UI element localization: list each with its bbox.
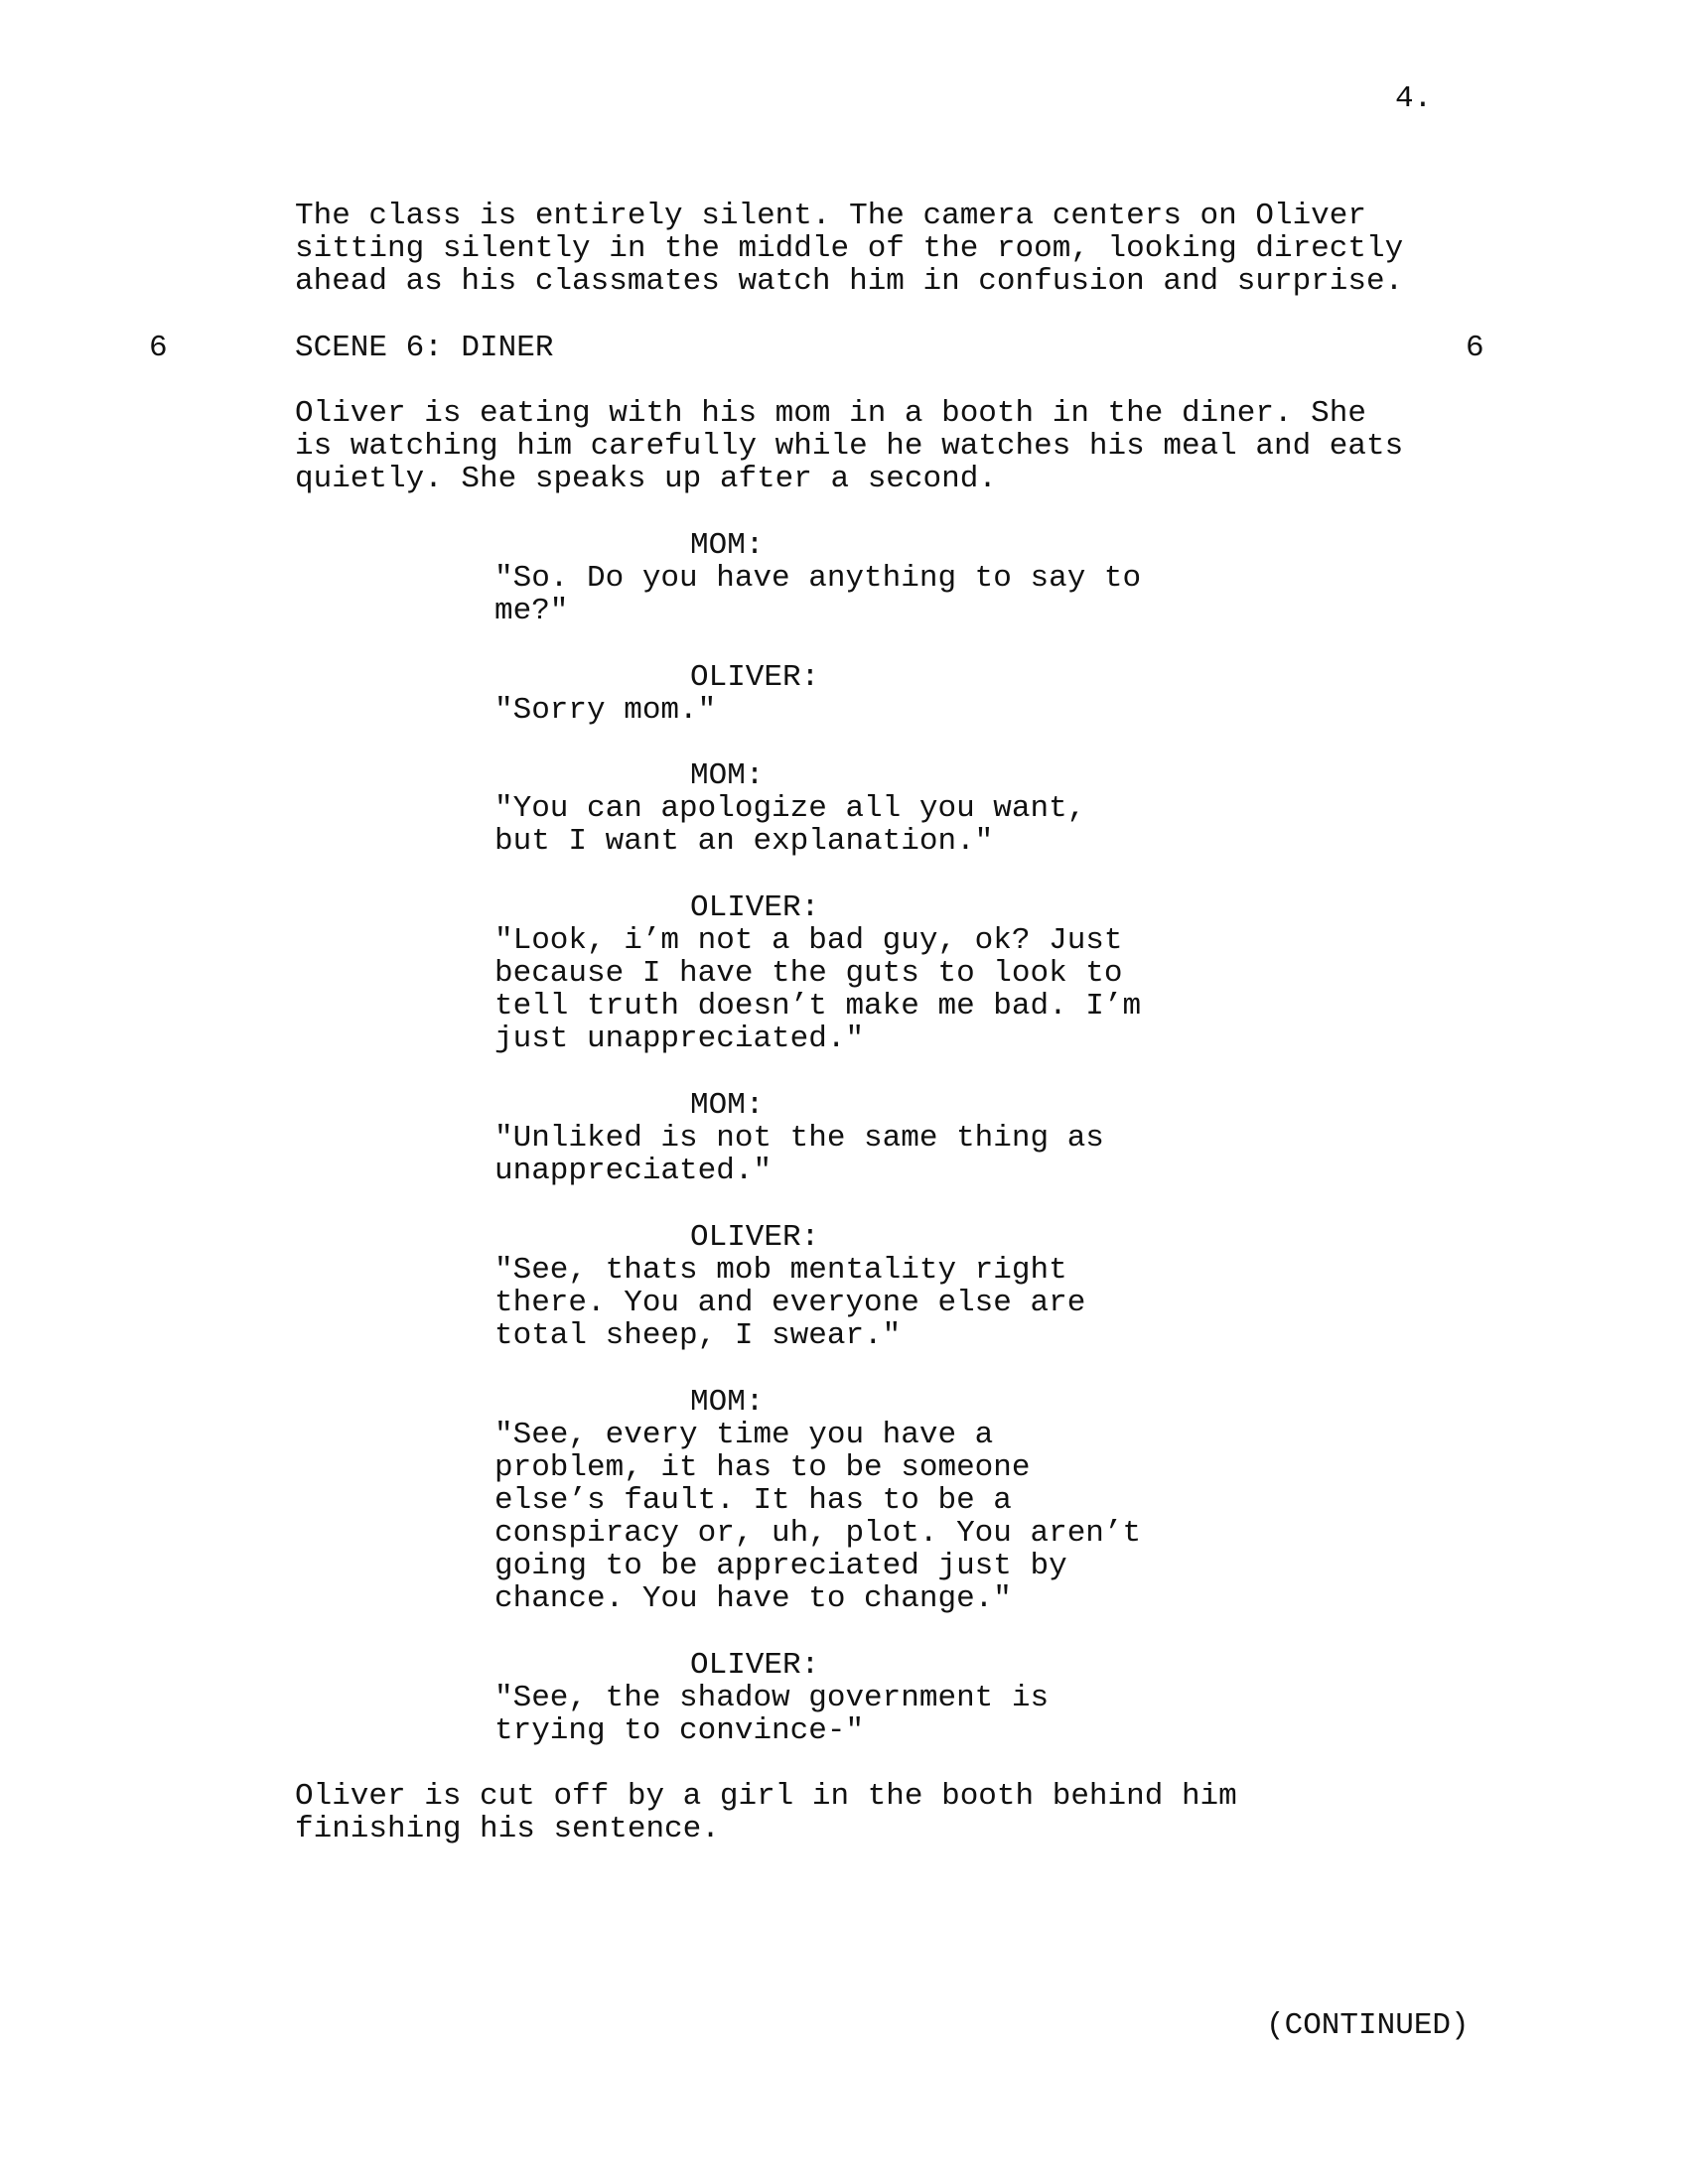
character-name: OLIVER: (690, 1220, 820, 1255)
scene-heading: SCENE 6: DINER (295, 331, 554, 365)
character-name: OLIVER: (690, 1648, 820, 1683)
dialogue-line: conspiracy or, uh, plot. You aren’t (494, 1516, 1142, 1551)
dialogue-line: chance. You have to change." (494, 1581, 1012, 1616)
page-number: 4. (1395, 81, 1433, 116)
dialogue-line: "See, every time you have a (494, 1418, 994, 1452)
character-name: MOM: (690, 528, 765, 563)
dialogue-line: "Look, i’m not a bad guy, ok? Just (494, 923, 1123, 958)
dialogue-line: me?" (494, 594, 569, 628)
dialogue-line: going to be appreciated just by (494, 1549, 1067, 1583)
dialogue-line: unappreciated." (494, 1154, 773, 1188)
dialogue-line: but I want an explanation." (494, 824, 994, 859)
action-line: Oliver is cut off by a girl in the booth behind him (295, 1779, 1237, 1814)
dialogue-line: "See, the shadow government is (494, 1681, 1050, 1715)
character-name: MOM: (690, 1088, 765, 1123)
action-line: is watching him carefully while he watches his meal and eats (295, 429, 1404, 464)
action-line: The class is entirely silent. The camera centers on Oliver (295, 199, 1366, 233)
action-line: quietly. She speaks up after a second. (295, 462, 997, 496)
dialogue-line: "Sorry mom." (494, 693, 717, 728)
dialogue-line: problem, it has to be someone (494, 1450, 1031, 1485)
action-line: sitting silently in the middle of the room, looking directly (295, 231, 1404, 266)
character-name: MOM: (690, 1385, 765, 1420)
scene-number-right: 6 (1466, 331, 1484, 365)
dialogue-line: total sheep, I swear." (494, 1318, 902, 1353)
dialogue-line: because I have the guts to look to (494, 956, 1123, 991)
dialogue-line: "So. Do you have anything to say to (494, 561, 1142, 596)
character-name: MOM: (690, 758, 765, 793)
action-line: ahead as his classmates watch him in confusion and surprise. (295, 264, 1404, 299)
dialogue-line: "See, thats mob mentality right (494, 1253, 1067, 1288)
continued-label: (CONTINUED) (1266, 2008, 1470, 2043)
action-line: Oliver is eating with his mom in a booth in the diner. She (295, 396, 1366, 431)
dialogue-line: just unappreciated." (494, 1022, 865, 1056)
scene-number-left: 6 (149, 331, 168, 365)
character-name: OLIVER: (690, 890, 820, 925)
dialogue-line: else’s fault. It has to be a (494, 1483, 1012, 1518)
dialogue-line: tell truth doesn’t make me bad. I’m (494, 989, 1142, 1024)
character-name: OLIVER: (690, 660, 820, 695)
dialogue-line: "Unliked is not the same thing as (494, 1121, 1104, 1156)
dialogue-line: there. You and everyone else are (494, 1286, 1086, 1320)
dialogue-line: trying to convince-" (494, 1713, 865, 1748)
action-line: finishing his sentence. (295, 1812, 720, 1846)
dialogue-line: "You can apologize all you want, (494, 791, 1086, 826)
